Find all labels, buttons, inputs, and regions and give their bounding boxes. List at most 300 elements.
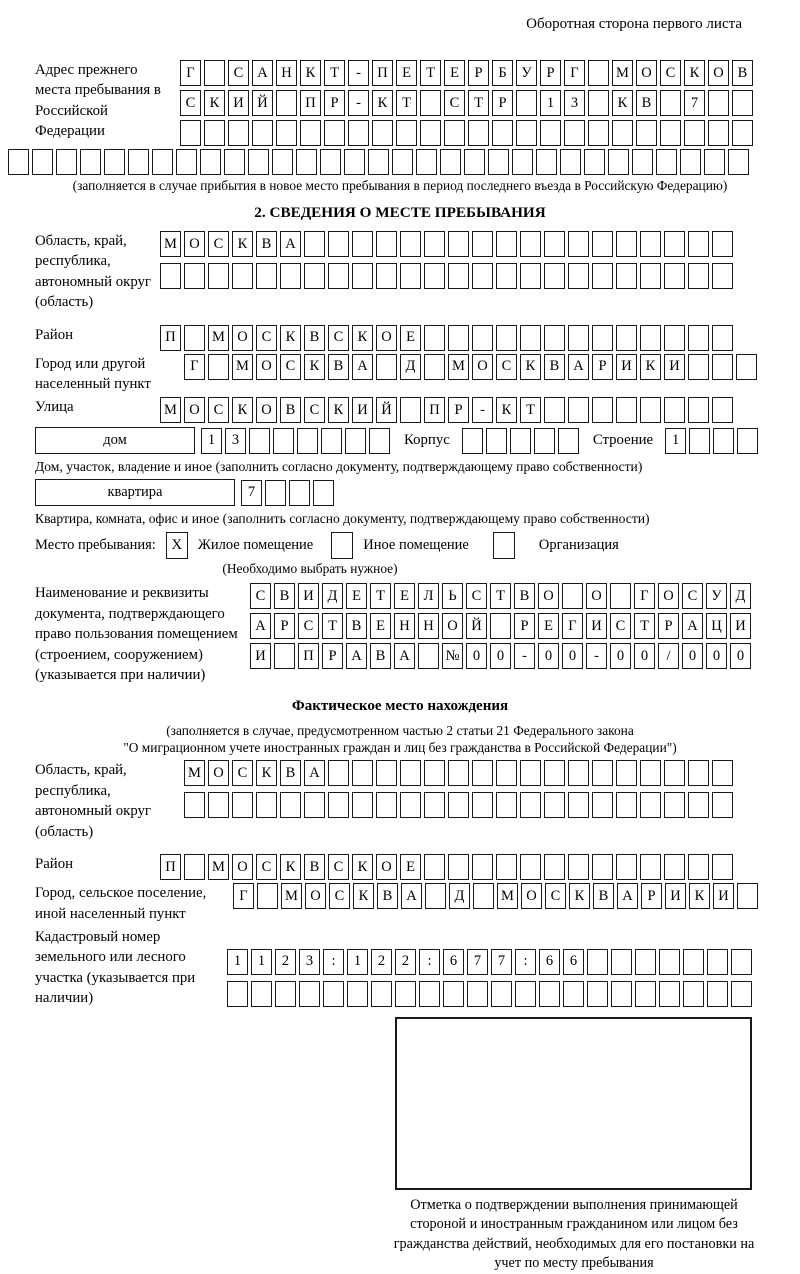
char-cell: О (232, 854, 253, 880)
char-cell (568, 792, 589, 818)
char-cell: С (682, 583, 703, 609)
char-cell: Т (490, 583, 511, 609)
char-cell (558, 428, 579, 454)
char-cell (296, 149, 317, 175)
char-cell: Д (449, 883, 470, 909)
char-cell: Й (252, 90, 273, 116)
char-cell: 0 (538, 643, 559, 669)
char-cell (492, 120, 513, 146)
char-cell: С (280, 354, 301, 380)
char-cell (587, 949, 608, 975)
char-cell (732, 120, 753, 146)
char-cell (544, 397, 565, 423)
char-cell (424, 354, 445, 380)
char-cell (732, 90, 753, 116)
char-cell (328, 792, 349, 818)
char-cell (369, 428, 390, 454)
char-cell: С (180, 90, 201, 116)
char-cell: В (636, 90, 657, 116)
char-cell (328, 760, 349, 786)
stay-type-checkbox-other (331, 532, 353, 559)
char-cell: К (352, 325, 373, 351)
char-cell: С (256, 325, 277, 351)
char-cell (440, 149, 461, 175)
char-cell (228, 120, 249, 146)
document-row-3 (250, 643, 751, 669)
char-cell (372, 120, 393, 146)
char-cell (636, 120, 657, 146)
document-row-2 (250, 613, 751, 639)
char-cell: Г (562, 613, 583, 639)
district-block (0, 325, 800, 351)
char-cell: Г (634, 583, 655, 609)
char-cell: - (586, 643, 607, 669)
char-cell (640, 792, 661, 818)
char-cell (443, 981, 464, 1007)
char-cell (689, 428, 710, 454)
char-cell (544, 854, 565, 880)
char-cell (472, 325, 493, 351)
char-cell (616, 792, 637, 818)
char-cell: К (280, 854, 301, 880)
char-cell: М (184, 760, 205, 786)
char-cell: О (256, 397, 277, 423)
char-cell: К (520, 354, 541, 380)
char-cell (472, 263, 493, 289)
korpus-cells (462, 428, 579, 454)
char-cell (496, 231, 517, 257)
char-cell (184, 325, 205, 351)
apartment-row (0, 479, 800, 506)
char-cell (418, 643, 439, 669)
char-cell: О (538, 583, 559, 609)
char-cell (640, 231, 661, 257)
char-cell (395, 981, 416, 1007)
char-cell (273, 428, 294, 454)
char-cell (473, 883, 494, 909)
al-city-block (0, 883, 800, 924)
char-cell (688, 354, 709, 380)
char-cell: А (617, 883, 638, 909)
char-cell (299, 981, 320, 1007)
char-cell (592, 792, 613, 818)
actual-location-note-2: "О миграционном учете иностранных граждан и лиц без гражданства в Российской Федерации") (123, 740, 677, 756)
char-cell: П (424, 397, 445, 423)
char-cell: № (442, 643, 463, 669)
section2-title: 2. СВЕДЕНИЯ О МЕСТЕ ПРЕБЫВАНИЯ (254, 204, 546, 221)
char-cell: И (664, 354, 685, 380)
city-row (184, 354, 757, 380)
char-cell: Р (641, 883, 662, 909)
char-cell (256, 263, 277, 289)
stamp-box (395, 1017, 752, 1190)
city-label: Город или другой населенный пункт (35, 355, 151, 393)
stay-type-option-residential: Жилое помещение (197, 537, 314, 554)
char-cell: Р (492, 90, 513, 116)
char-cell (568, 263, 589, 289)
char-cell (544, 760, 565, 786)
char-cell (616, 397, 637, 423)
char-cell (224, 149, 245, 175)
char-cell (534, 428, 555, 454)
char-cell (424, 760, 445, 786)
char-cell (472, 792, 493, 818)
house-number-cells (201, 428, 390, 454)
char-cell (368, 149, 389, 175)
char-cell (488, 149, 509, 175)
char-cell: Д (400, 354, 421, 380)
char-cell (448, 325, 469, 351)
char-cell: 7 (684, 90, 705, 116)
char-cell: С (466, 583, 487, 609)
char-cell: О (184, 231, 205, 257)
char-cell (152, 149, 173, 175)
char-cell: В (593, 883, 614, 909)
char-cell (712, 397, 733, 423)
char-cell: И (352, 397, 373, 423)
char-cell (321, 428, 342, 454)
char-cell (712, 854, 733, 880)
char-cell (712, 760, 733, 786)
char-cell (376, 263, 397, 289)
char-cell (419, 981, 440, 1007)
char-cell: К (352, 854, 373, 880)
char-cell: Р (592, 354, 613, 380)
prev-address-block (0, 60, 800, 146)
char-cell (664, 325, 685, 351)
char-cell: П (160, 854, 181, 880)
al-district-block (0, 854, 800, 880)
char-cell (616, 325, 637, 351)
char-cell (592, 760, 613, 786)
char-cell: Р (274, 613, 295, 639)
char-cell: А (280, 231, 301, 257)
char-cell (252, 120, 273, 146)
char-cell: Г (184, 354, 205, 380)
char-cell: С (208, 231, 229, 257)
char-cell (640, 854, 661, 880)
document-block (0, 583, 800, 685)
char-cell (588, 60, 609, 86)
char-cell: Д (730, 583, 751, 609)
char-cell (608, 149, 629, 175)
char-cell: С (496, 354, 517, 380)
char-cell: В (370, 643, 391, 669)
char-cell: 2 (395, 949, 416, 975)
char-cell (737, 428, 758, 454)
char-cell: М (208, 325, 229, 351)
char-cell: С (610, 613, 631, 639)
char-cell: Е (400, 325, 421, 351)
char-cell (400, 792, 421, 818)
char-cell (184, 854, 205, 880)
char-cell: Е (396, 60, 417, 86)
char-cell: П (160, 325, 181, 351)
char-cell (616, 231, 637, 257)
actual-location-title: Фактическое место нахождения (291, 698, 509, 715)
apartment-note: Квартира, комната, офис и иное (заполнить согласно документу, подтверждающему право собственности) (35, 511, 650, 527)
char-cell (704, 149, 725, 175)
char-cell (707, 981, 728, 1007)
char-cell (128, 149, 149, 175)
stay-type-option-organization: Организация (538, 537, 619, 554)
char-cell: С (444, 90, 465, 116)
char-cell: Б (492, 60, 513, 86)
char-cell: С (328, 854, 349, 880)
char-cell: С (328, 325, 349, 351)
char-cell: У (516, 60, 537, 86)
char-cell: Д (322, 583, 343, 609)
char-cell: Г (180, 60, 201, 86)
char-cell: С (545, 883, 566, 909)
char-cell: Т (370, 583, 391, 609)
char-cell (328, 263, 349, 289)
char-cell (184, 263, 205, 289)
char-cell: А (682, 613, 703, 639)
char-cell: Т (324, 60, 345, 86)
char-cell (640, 760, 661, 786)
char-cell (416, 149, 437, 175)
char-cell: 0 (634, 643, 655, 669)
char-cell: 0 (490, 643, 511, 669)
char-cell: 0 (730, 643, 751, 669)
al-cadastral-block (0, 927, 800, 1009)
char-cell (280, 263, 301, 289)
stay-type-row (0, 532, 800, 559)
char-cell (424, 325, 445, 351)
char-cell (392, 149, 413, 175)
char-cell (400, 760, 421, 786)
char-cell (8, 149, 29, 175)
char-cell (344, 149, 365, 175)
char-cell: О (708, 60, 729, 86)
char-cell: 1 (201, 428, 222, 454)
char-cell (424, 231, 445, 257)
char-cell (656, 149, 677, 175)
char-cell (664, 231, 685, 257)
char-cell (251, 981, 272, 1007)
char-cell: И (665, 883, 686, 909)
char-cell: 6 (443, 949, 464, 975)
char-cell (640, 397, 661, 423)
char-cell: 7 (491, 949, 512, 975)
char-cell (424, 263, 445, 289)
char-cell (448, 854, 469, 880)
char-cell: Е (346, 583, 367, 609)
char-cell (728, 149, 749, 175)
char-cell (496, 792, 517, 818)
page-side-note: Оборотная сторона первого листа (526, 16, 742, 32)
char-cell (208, 263, 229, 289)
char-cell (320, 149, 341, 175)
char-cell (516, 90, 537, 116)
char-cell (544, 231, 565, 257)
char-cell: 7 (467, 949, 488, 975)
char-cell: К (204, 90, 225, 116)
house-row (0, 427, 800, 454)
char-cell (731, 949, 752, 975)
char-cell (520, 792, 541, 818)
char-cell (424, 854, 445, 880)
char-cell: А (304, 760, 325, 786)
char-cell (707, 949, 728, 975)
char-cell (688, 325, 709, 351)
char-cell (592, 854, 613, 880)
char-cell (348, 120, 369, 146)
al-district-label: Район (35, 856, 74, 873)
char-cell (275, 981, 296, 1007)
char-cell (616, 854, 637, 880)
char-cell (688, 792, 709, 818)
region-block (0, 231, 800, 313)
char-cell: Г (564, 60, 585, 86)
char-cell (304, 231, 325, 257)
char-cell (660, 120, 681, 146)
char-cell: К (304, 354, 325, 380)
char-cell: К (496, 397, 517, 423)
actual-location-note-1: (заполняется в случае, предусмотренном частью 2 статьи 21 Федерального закона (166, 723, 634, 739)
prev-address-row-3 (180, 120, 753, 146)
char-cell: Т (634, 613, 655, 639)
char-cell (448, 760, 469, 786)
char-cell (562, 583, 583, 609)
char-cell (659, 981, 680, 1007)
char-cell (56, 149, 77, 175)
house-box: дом (35, 427, 195, 454)
char-cell (688, 263, 709, 289)
char-cell (592, 263, 613, 289)
char-cell: Т (322, 613, 343, 639)
char-cell (464, 149, 485, 175)
char-cell (635, 981, 656, 1007)
char-cell: 3 (564, 90, 585, 116)
char-cell (376, 792, 397, 818)
char-cell: Н (276, 60, 297, 86)
char-cell: К (684, 60, 705, 86)
char-cell (588, 120, 609, 146)
region-label: Область, край, республика, автономный округ (область) (35, 233, 151, 311)
char-cell (664, 760, 685, 786)
char-cell: Е (538, 613, 559, 639)
char-cell (520, 325, 541, 351)
stroenie-cells (665, 428, 758, 454)
char-cell (486, 428, 507, 454)
char-cell (280, 792, 301, 818)
char-cell (400, 263, 421, 289)
char-cell: К (689, 883, 710, 909)
char-cell (664, 397, 685, 423)
char-cell: 0 (706, 643, 727, 669)
char-cell: / (658, 643, 679, 669)
char-cell: С (232, 760, 253, 786)
char-cell: 3 (225, 428, 246, 454)
al-region-row-1 (184, 760, 733, 786)
char-cell: С (660, 60, 681, 86)
al-cadastral-row-1 (227, 949, 752, 975)
char-cell (232, 263, 253, 289)
char-cell (737, 883, 758, 909)
al-region-row-2 (184, 792, 733, 818)
stay-type-option-other: Иное помещение (363, 537, 469, 554)
char-cell (512, 149, 533, 175)
char-cell: С (256, 854, 277, 880)
char-cell (304, 263, 325, 289)
char-cell: В (514, 583, 535, 609)
al-district-row (160, 854, 733, 880)
char-cell: К (232, 397, 253, 423)
char-cell (587, 981, 608, 1007)
char-cell: - (514, 643, 535, 669)
char-cell: А (568, 354, 589, 380)
char-cell: И (730, 613, 751, 639)
char-cell: Р (514, 613, 535, 639)
char-cell: О (658, 583, 679, 609)
char-cell (180, 120, 201, 146)
char-cell: Т (420, 60, 441, 86)
char-cell: 1 (347, 949, 368, 975)
char-cell: Р (658, 613, 679, 639)
char-cell: 0 (682, 643, 703, 669)
apartment-box: квартира (35, 479, 235, 506)
char-cell: В (304, 854, 325, 880)
char-cell: Е (400, 854, 421, 880)
street-label: Улица (35, 399, 74, 416)
prev-address-row-1 (180, 60, 753, 86)
char-cell (592, 325, 613, 351)
char-cell: 7 (241, 480, 262, 506)
char-cell (515, 981, 536, 1007)
char-cell (708, 90, 729, 116)
char-cell: Е (394, 583, 415, 609)
stay-type-label: Место пребывания: (35, 537, 156, 554)
char-cell (184, 792, 205, 818)
char-cell (684, 120, 705, 146)
char-cell: - (348, 90, 369, 116)
char-cell: 0 (610, 643, 631, 669)
char-cell: - (348, 60, 369, 86)
char-cell: К (300, 60, 321, 86)
stay-type-note: (Необходимо выбрать нужное) (222, 561, 398, 577)
char-cell (424, 792, 445, 818)
char-cell (396, 120, 417, 146)
char-cell (289, 480, 310, 506)
char-cell: О (376, 325, 397, 351)
char-cell: И (298, 583, 319, 609)
char-cell (611, 949, 632, 975)
al-cadastral-row-2 (227, 981, 752, 1007)
char-cell (640, 263, 661, 289)
char-cell (80, 149, 101, 175)
char-cell (688, 854, 709, 880)
char-cell: М (497, 883, 518, 909)
char-cell (736, 354, 757, 380)
char-cell: К (569, 883, 590, 909)
char-cell (352, 263, 373, 289)
char-cell (560, 149, 581, 175)
char-cell (688, 397, 709, 423)
char-cell: К (280, 325, 301, 351)
char-cell (32, 149, 53, 175)
char-cell: 2 (371, 949, 392, 975)
char-cell: О (376, 854, 397, 880)
char-cell: М (160, 397, 181, 423)
char-cell: Е (370, 613, 391, 639)
char-cell (712, 354, 733, 380)
char-cell (204, 60, 225, 86)
char-cell (632, 149, 653, 175)
char-cell: Р (540, 60, 561, 86)
stay-type-checkbox-residential: X (166, 532, 188, 559)
